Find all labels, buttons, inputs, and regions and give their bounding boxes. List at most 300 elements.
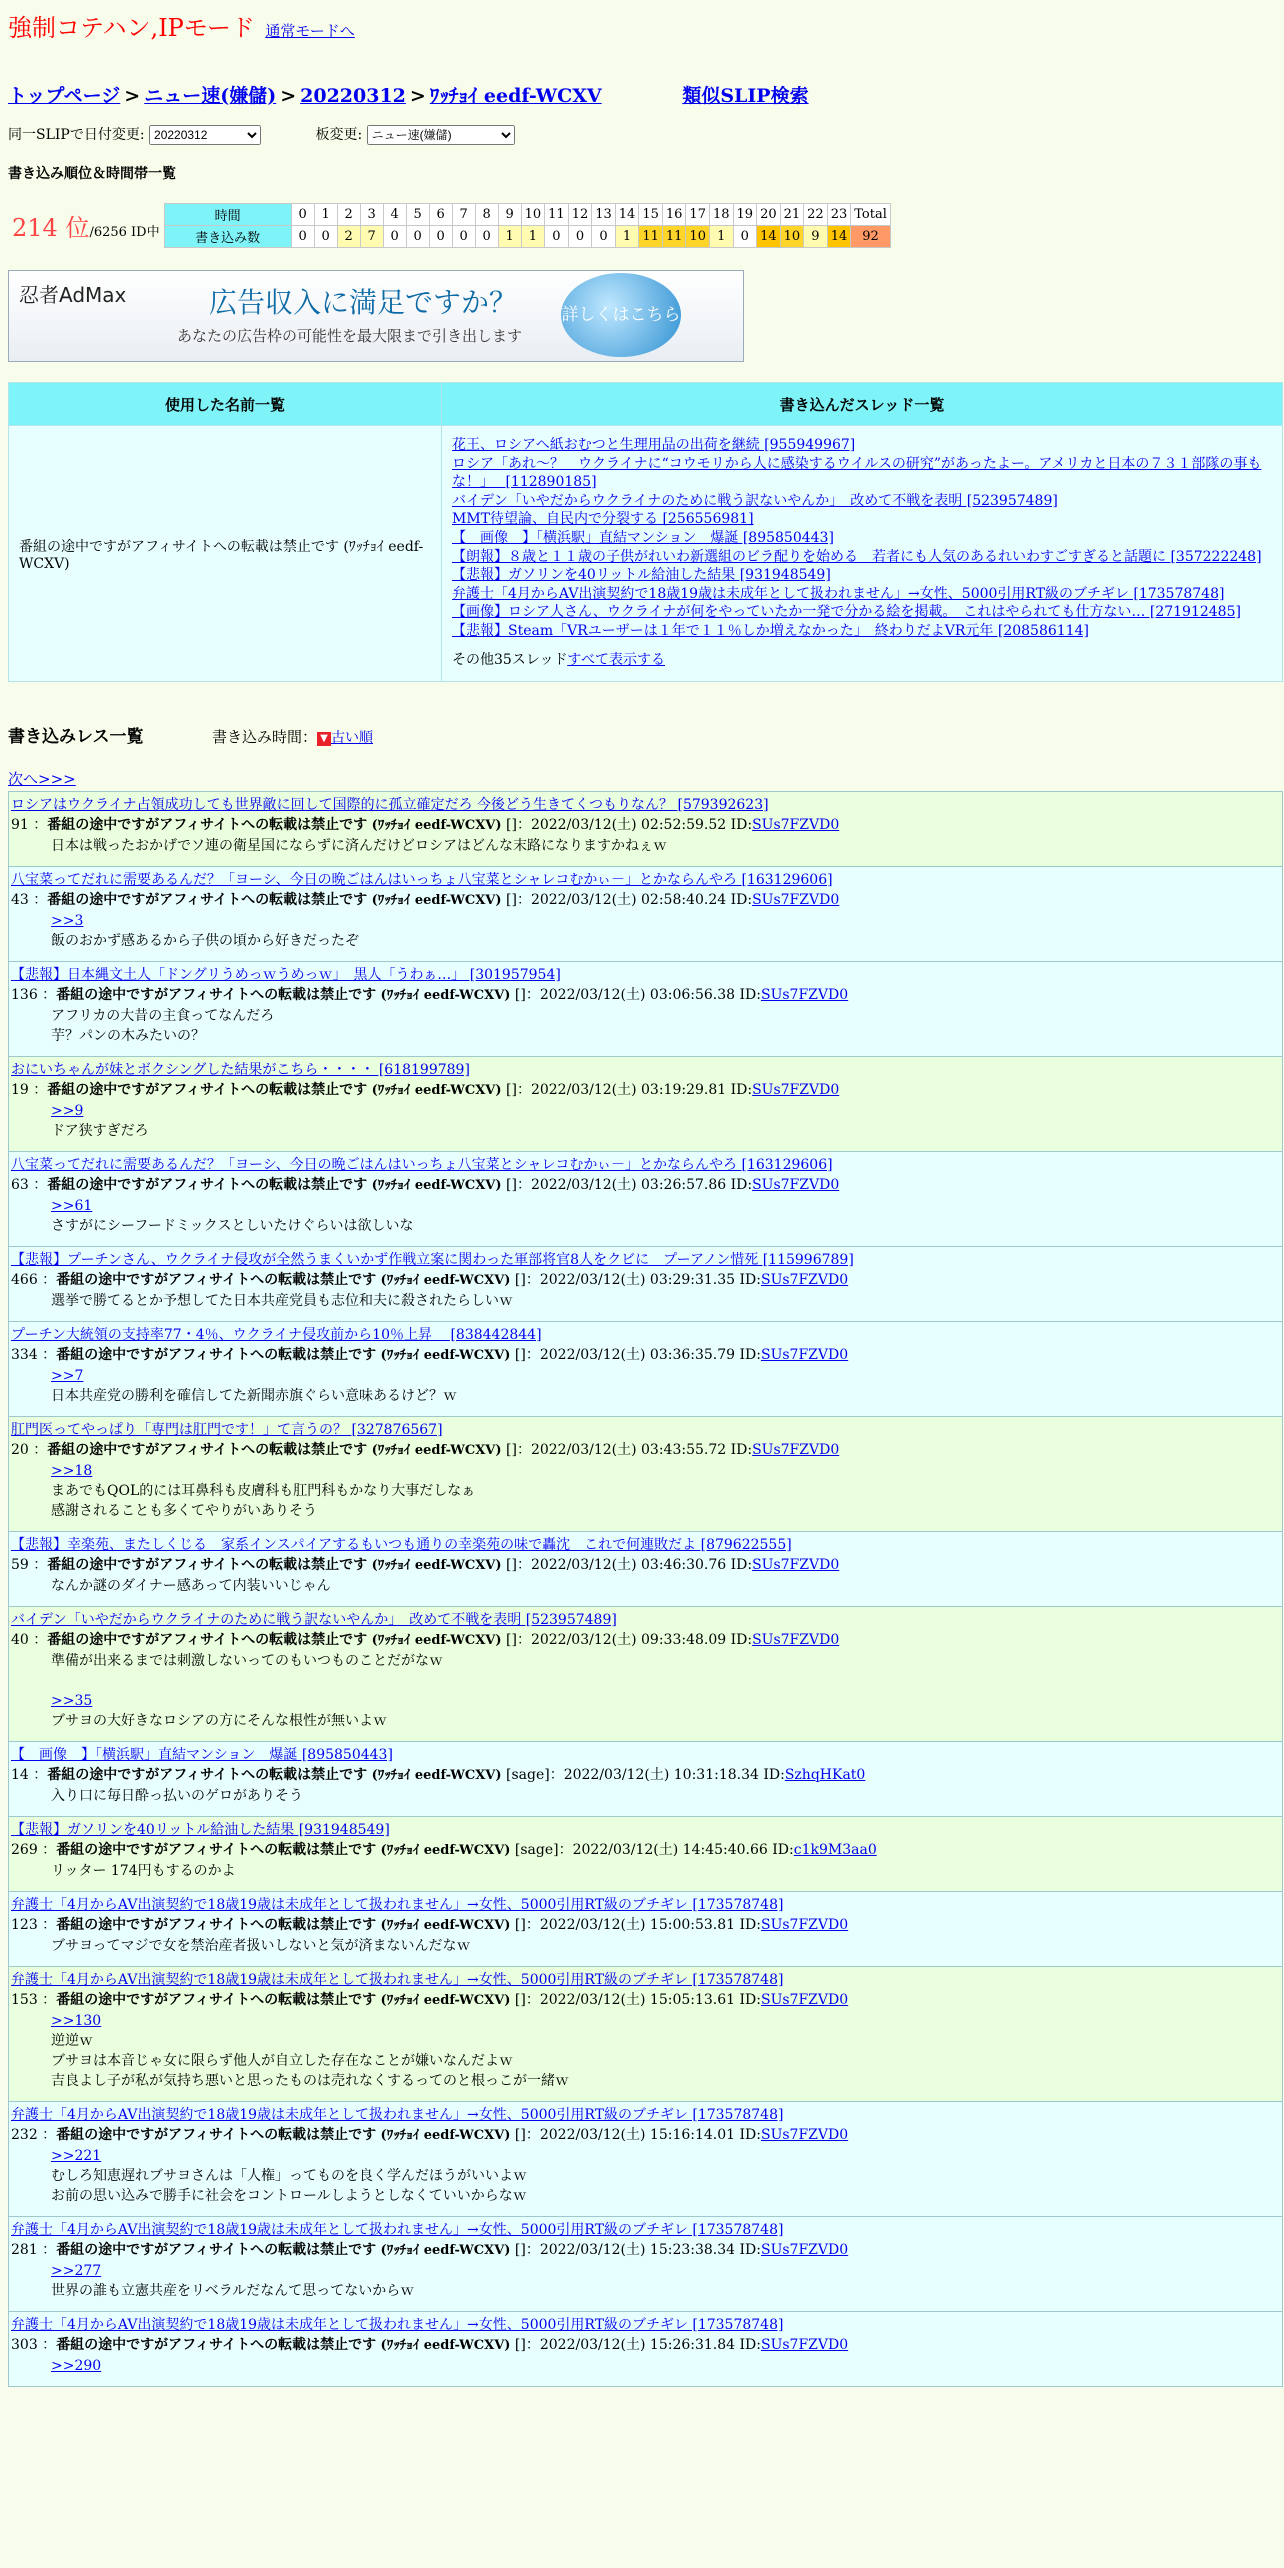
post-name: 番組の途中ですがアフィサイトへの転載は禁止です — [47, 1442, 368, 1459]
post-name: 番組の途中ですがアフィサイトへの転載は禁止です — [56, 2242, 377, 2259]
reply-anchor-link[interactable]: >>221 — [51, 2148, 102, 2165]
hour-cell: 4 — [383, 204, 406, 226]
post-number: 136 — [11, 987, 38, 1004]
post-number: 466 — [11, 1272, 38, 1289]
post-number: 63 — [11, 1177, 29, 1194]
post-name: 番組の途中ですがアフィサイトへの転載は禁止です — [47, 817, 368, 834]
post-text-line: 逆逆ｗ — [51, 2033, 93, 2050]
post-name: 番組の途中ですがアフィサイトへの転載は禁止です — [56, 1272, 377, 1289]
thread-link[interactable]: 弁護士「4月からAV出演契約で18歳19歳は未成年として扱われません」→女性、5000引用RT級のブチギレ [173578748] — [452, 585, 1225, 602]
post-id-link[interactable]: SUs7FZVD0 — [760, 1347, 849, 1364]
next-page-link[interactable]: 次へ>>> — [8, 770, 76, 789]
post-number: 303 — [11, 2337, 38, 2354]
post-id-link[interactable]: SUs7FZVD0 — [760, 1992, 849, 2009]
post-trip: (ﾜｯﾁｮｲ eedf-WCXV) — [380, 1993, 511, 2009]
post-date: 2022/03/12(土) 10:31:18.34 — [563, 1767, 759, 1784]
rank-value: 214 位 — [12, 214, 90, 242]
post-mail: [] — [506, 892, 517, 909]
post-thread-link[interactable]: 【 画像 】「横浜駅」直結マンション 爆誕 [895850443] — [11, 1747, 393, 1764]
post-id-link[interactable]: SUs7FZVD0 — [752, 817, 840, 834]
post-date: 2022/03/12(土) 03:46:30.76 — [530, 1557, 727, 1574]
post-trip: (ﾜｯﾁｮｲ eedf-WCXV) — [371, 1558, 502, 1574]
post-item — [8, 1152, 1283, 1247]
post-thread-link[interactable]: 弁護士「4月からAV出演契約で18歳19歳は未成年として扱われません」→女性、5000引用RT級のブチギレ [173578748] — [11, 2317, 784, 2334]
post-trip: (ﾜｯﾁｮｲ eedf-WCXV) — [371, 1768, 502, 1784]
post-mail: [] — [506, 1632, 517, 1649]
post-thread-link[interactable]: ロシアはウクライナ占領成功しても世界敵に回して国際的に孤立確定だろ 今後どう生きてくつもりなん？ [579392623] — [11, 797, 769, 814]
post-text-line: ブサヨは本音じゃ女に限らず他人が自立した存在なことが嫌いなんだよｗ — [51, 2053, 513, 2070]
post-body — [51, 1576, 1280, 1596]
post-name: 番組の途中ですがアフィサイトへの転載は禁止です — [56, 1842, 377, 1859]
post-trip: (ﾜｯﾁｮｲ eedf-WCXV) — [371, 1443, 502, 1459]
post-body — [51, 1936, 1280, 1956]
post-date: 2022/03/12(土) 03:36:35.79 — [539, 1347, 736, 1364]
post-trip: (ﾜｯﾁｮｲ eedf-WCXV) — [371, 818, 502, 834]
breadcrumb-slip[interactable]: ﾜｯﾁｮｲ eedf-WCXV — [429, 85, 602, 107]
post-trip: (ﾜｯﾁｮｲ eedf-WCXV) — [371, 1633, 502, 1649]
used-name: 番組の途中ですがアフィサイトへの転載は禁止です (ﾜｯﾁｮｲ eedf-WCXV) — [9, 426, 442, 682]
post-header: 466 ：番組の途中ですがアフィサイトへの転載は禁止です (ﾜｯﾁｮｲ eedf-WCXV) []：2022/03/12(土) 03:29:31.35 ID:SUs7FZVD0 — [11, 1272, 849, 1289]
reply-anchor-link[interactable]: >>61 — [51, 1198, 93, 1215]
post-item — [8, 1892, 1283, 1967]
post-header: 43 ：番組の途中ですがアフィサイトへの転載は禁止です (ﾜｯﾁｮｲ eedf-WCXV) []：2022/03/12(土) 02:58:40.24 ID:SUs7FZVD0 — [11, 892, 840, 909]
post-date: 2022/03/12(土) 03:06:56.38 — [539, 987, 736, 1004]
post-thread-link[interactable]: 【悲報】ガソリンを40リットル給油した結果 [931948549] — [11, 1822, 390, 1839]
breadcrumb — [8, 81, 1276, 108]
post-header: 269 ：番組の途中ですがアフィサイトへの転載は禁止です (ﾜｯﾁｮｲ eedf-WCXV) [sage]：2022/03/12(土) 14:45:40.66 ID:c1k9M3aa0 — [11, 1842, 877, 1859]
date-select-label: 同一SLIPで日付変更: — [8, 127, 145, 143]
post-id-link[interactable]: SzhqHKat0 — [784, 1767, 866, 1784]
post-name: 番組の途中ですがアフィサイトへの転載は禁止です — [56, 1917, 377, 1934]
post-id-link[interactable]: SUs7FZVD0 — [760, 1917, 849, 1934]
ad-details-button[interactable]: 詳しくはこちら — [561, 273, 681, 357]
post-text-line: 世界の誰も立憲共産をリベラルだなんて思ってないからｗ — [51, 2283, 415, 2300]
post-item — [8, 1417, 1283, 1532]
post-body — [51, 1651, 1280, 1731]
post-mail: [sage] — [506, 1767, 550, 1784]
date-select[interactable] — [149, 125, 261, 145]
post-item — [8, 2217, 1283, 2312]
post-thread-link[interactable]: 肛門医ってやっぱり「専門は肛門です！」て言うの？ [327876567] — [11, 1422, 443, 1439]
post-id-link[interactable]: SUs7FZVD0 — [760, 987, 849, 1004]
count-cell: 0 — [545, 226, 569, 248]
post-thread-link[interactable]: おにいちゃんが妹とボクシングした結果がこちら・・・・ [618199789] — [11, 1062, 470, 1079]
post-text-line: アフリカの大昔の主食ってなんだろ — [51, 1008, 275, 1025]
post-number: 281 — [11, 2242, 38, 2259]
post-number: 153 — [11, 1992, 38, 2009]
post-mail: [sage] — [514, 1842, 559, 1859]
similar-slip-search-link[interactable]: 類似SLIP検索 — [682, 85, 809, 107]
post-header: 281 ：番組の途中ですがアフィサイトへの転載は禁止です (ﾜｯﾁｮｲ eedf-WCXV) []：2022/03/12(土) 15:23:38.34 ID:SUs7FZVD0 — [11, 2242, 849, 2259]
order-label: 書き込み時間： — [211, 728, 317, 747]
post-name: 番組の途中ですがアフィサイトへの転載は禁止です — [56, 1992, 377, 2009]
post-thread-link[interactable]: 弁護士「4月からAV出演契約で18歳19歳は未成年として扱われません」→女性、5000引用RT級のブチギレ [173578748] — [11, 2222, 784, 2239]
post-thread-link[interactable]: 【悲報】幸楽苑、またしくじる 家系インスパイアするもいつも通りの幸楽苑の味で轟沈 これで何連敗だよ [879622555] — [11, 1537, 792, 1554]
post-header: 232 ：番組の途中ですがアフィサイトへの転載は禁止です (ﾜｯﾁｮｲ eedf-WCXV) []：2022/03/12(土) 15:16:14.01 ID:SUs7FZVD0 — [11, 2127, 849, 2144]
ad-title: 広告収入に満足ですか？ — [209, 286, 518, 319]
post-body — [51, 1461, 1280, 1521]
mode-title: 強制コテハン,IPモード — [8, 14, 255, 42]
selector-row — [8, 124, 1276, 145]
post-id-link[interactable]: SUs7FZVD0 — [760, 2337, 849, 2354]
post-date: 2022/03/12(土) 03:19:29.81 — [530, 1082, 727, 1099]
count-cell: 0 — [406, 226, 429, 248]
post-date: 2022/03/12(土) 14:45:40.66 — [572, 1842, 768, 1859]
reply-anchor-link[interactable]: >>9 — [51, 1103, 84, 1120]
blank-line — [51, 1671, 1280, 1691]
ad-logo: 忍者AdMax — [19, 283, 127, 307]
posts-section-title: 書き込みレス一覧 — [8, 727, 144, 748]
hour-cell: 22 — [804, 204, 828, 226]
post-mail: [] — [506, 1082, 517, 1099]
post-text-line: 芋？パンの木みたいの？ — [51, 1028, 205, 1045]
post-id-link[interactable]: c1k9M3aa0 — [793, 1842, 877, 1859]
col-threads-header: 書き込んだスレッド一覧 — [442, 383, 1283, 426]
post-body — [51, 1291, 1280, 1311]
hour-cell: 20 — [757, 204, 781, 226]
thread-link[interactable]: 花王、ロシアへ紙おむつと生理用品の出荷を継続 [955949967] — [452, 437, 856, 453]
post-name: 番組の途中ですがアフィサイトへの転載は禁止です — [47, 1177, 368, 1194]
hour-cell: 23 — [827, 204, 851, 226]
post-date: 2022/03/12(土) 09:33:48.09 — [530, 1632, 727, 1649]
post-thread-link[interactable]: 弁護士「4月からAV出演契約で18歳19歳は未成年として扱われません」→女性、5000引用RT級のブチギレ [173578748] — [11, 2107, 784, 2124]
ranking-heading: 書き込み順位＆時間帯一覧 — [8, 166, 176, 182]
post-number: 91 — [11, 817, 29, 834]
count-cell: 14 — [827, 226, 851, 248]
count-cell: 11 — [662, 226, 686, 248]
post-body — [51, 1366, 1280, 1406]
post-id-link[interactable]: SUs7FZVD0 — [752, 1082, 840, 1099]
post-header: 334 ：番組の途中ですがアフィサイトへの転載は禁止です (ﾜｯﾁｮｲ eedf-WCXV) []：2022/03/12(土) 03:36:35.79 ID:SUs7FZVD0 — [11, 1347, 849, 1364]
count-cell: 0 — [592, 226, 616, 248]
breadcrumb-top[interactable]: トップページ — [8, 85, 121, 107]
post-body — [51, 2011, 1280, 2091]
thread-link[interactable]: 【朗報】８歳と１１歳の子供がれいわ新選組のビラ配りを始める 若者にも人気のあるれいわすごすぎると話題に [357222248] — [452, 548, 1262, 565]
time-label: 時間 — [164, 204, 291, 226]
post-number: 59 — [11, 1557, 29, 1574]
reply-anchor-link[interactable]: >>277 — [51, 2263, 102, 2280]
board-select[interactable] — [367, 125, 515, 145]
post-trip: (ﾜｯﾁｮｲ eedf-WCXV) — [380, 2243, 511, 2259]
post-thread-link[interactable]: 八宝菜ってだれに需要あるんだ？「ヨーシ、今日の晩ごはんはいっちょ八宝菜とシャレコむかぃ－」とかならんやろ [163129606] — [11, 872, 833, 889]
post-mail: [] — [506, 1442, 517, 1459]
post-header: 59 ：番組の途中ですがアフィサイトへの転載は禁止です (ﾜｯﾁｮｲ eedf-WCXV) []：2022/03/12(土) 03:46:30.76 ID:SUs7FZVD0 — [11, 1557, 840, 1574]
count-cell: 1 — [521, 226, 545, 248]
post-text-line: 選挙で勝てるとか予想してた日本共産党員も志位和夫に殺されたらしいｗ — [51, 1293, 513, 1310]
ad-subtitle: あなたの広告枠の可能性を最大限まで引き出します — [177, 327, 523, 345]
thread-link[interactable]: MMT待望論、自民内で分裂する [256556981] — [452, 511, 754, 528]
board-select-label: 板変更: — [315, 127, 363, 143]
post-text-line: ドア狭すぎだろ — [51, 1123, 149, 1140]
post-mail: [] — [514, 987, 526, 1004]
post-mail: [] — [506, 1557, 517, 1574]
post-name: 番組の途中ですがアフィサイトへの転載は禁止です — [47, 1082, 368, 1099]
post-mail: [] — [514, 2127, 526, 2144]
post-trip: (ﾜｯﾁｮｲ eedf-WCXV) — [380, 1843, 511, 1859]
reply-anchor-link[interactable]: >>290 — [51, 2358, 102, 2375]
post-number: 40 — [11, 1632, 29, 1649]
hour-cell: 13 — [592, 204, 616, 226]
post-id-link[interactable]: SUs7FZVD0 — [752, 1177, 840, 1194]
post-number: 232 — [11, 2127, 38, 2144]
count-cell: 11 — [639, 226, 663, 248]
post-item — [8, 1742, 1283, 1817]
post-body — [51, 1006, 1280, 1046]
post-trip: (ﾜｯﾁｮｲ eedf-WCXV) — [380, 1273, 511, 1289]
post-date: 2022/03/12(土) 15:23:38.34 — [539, 2242, 736, 2259]
post-id-link[interactable]: SUs7FZVD0 — [752, 892, 840, 909]
post-id-link[interactable]: SUs7FZVD0 — [760, 2127, 849, 2144]
post-name: 番組の途中ですがアフィサイトへの転載は禁止です — [56, 2337, 377, 2354]
post-text-line: ブサヨの大好きなロシアの方にそんな根性が無いよｗ — [51, 1713, 387, 1730]
post-text-line: 吉良よし子が私が気持ち悪いと思ったものは売れなくするってのと根っこが一緒ｗ — [51, 2073, 569, 2090]
post-body — [51, 2356, 1280, 2376]
post-mail: [] — [514, 1917, 526, 1934]
post-header: 14 ：番組の途中ですがアフィサイトへの転載は禁止です (ﾜｯﾁｮｲ eedf-WCXV) [sage]：2022/03/12(土) 10:31:18.34 ID:SzhqHKat0 — [11, 1767, 866, 1784]
thread-more-row — [452, 651, 1272, 670]
post-text-line: さすがにシーフードミックスとしいたけぐらいは欲しいな — [51, 1218, 414, 1235]
breadcrumb-date[interactable]: 20220312 — [300, 85, 406, 107]
count-cell: 1 — [498, 226, 521, 248]
count-cell: 0 — [429, 226, 452, 248]
count-cell: 0 — [291, 226, 314, 248]
hour-cell: 21 — [780, 204, 804, 226]
post-id-link[interactable]: SUs7FZVD0 — [760, 1272, 849, 1289]
post-header: 40 ：番組の途中ですがアフィサイトへの転載は禁止です (ﾜｯﾁｮｲ eedf-WCXV) []：2022/03/12(土) 09:33:48.09 ID:SUs7FZVD0 — [11, 1632, 840, 1649]
post-id-link[interactable]: SUs7FZVD0 — [752, 1557, 840, 1574]
post-date: 2022/03/12(土) 15:26:31.84 — [539, 2337, 736, 2354]
post-mail: [] — [514, 1272, 526, 1289]
normal-mode-link[interactable]: 通常モードへ — [265, 22, 355, 40]
hour-cell: 10 — [521, 204, 545, 226]
post-body — [51, 1196, 1280, 1236]
post-text-line: ブサヨってマジで女を禁治産者扱いしないと気が済まないんだなｗ — [51, 1938, 471, 1955]
thread-link[interactable]: ロシア「あれ～？ ウクライナに“コウモリから人に感染するウイルスの研究”があったよー。アメリカと日本の７３１部隊の事もな！」 [112890185] — [452, 455, 1262, 491]
post-mail: [] — [506, 817, 517, 834]
reply-anchor-link[interactable]: >>3 — [51, 913, 84, 930]
hour-cell: 7 — [452, 204, 475, 226]
count-cell: 9 — [804, 226, 828, 248]
post-number: 14 — [11, 1767, 29, 1784]
post-thread-link[interactable]: 【悲報】プーチンさん、ウクライナ侵攻が全然うまくいかず作戦立案に関わった軍部将官8人をクビに プーアノン惜死 [115996789] — [11, 1252, 854, 1269]
post-body — [51, 2261, 1280, 2301]
col-names-header: 使用した名前一覧 — [9, 383, 442, 426]
post-header: 123 ：番組の途中ですがアフィサイトへの転載は禁止です (ﾜｯﾁｮｲ eedf-WCXV) []：2022/03/12(土) 15:00:53.81 ID:SUs7FZVD0 — [11, 1917, 849, 1934]
post-text-line: リッター 174円もするのかよ — [51, 1863, 236, 1880]
post-text-line: 飯のおかず感あるから子供の頃から好きだったぞ — [51, 933, 359, 950]
post-number: 43 — [11, 892, 29, 909]
count-cell: 14 — [757, 226, 781, 248]
hourly-ranking-table — [8, 203, 891, 248]
post-date: 2022/03/12(土) 03:26:57.86 — [530, 1177, 727, 1194]
thread-link[interactable]: 【画像】ロシア人さん、ウクライナが何をやっていたか一発で分かる絵を掲載。 これはやられても仕方ない… [271912485] — [452, 604, 1241, 621]
posts-list — [8, 791, 1283, 2387]
post-trip: (ﾜｯﾁｮｲ eedf-WCXV) — [380, 2338, 511, 2354]
breadcrumb-board[interactable]: ニュー速(嫌儲) — [144, 85, 277, 107]
post-body — [51, 1786, 1280, 1806]
count-cell: 0 — [314, 226, 337, 248]
post-header: 153 ：番組の途中ですがアフィサイトへの転載は禁止です (ﾜｯﾁｮｲ eedf-WCXV) []：2022/03/12(土) 15:05:13.61 ID:SUs7FZVD0 — [11, 1992, 849, 2009]
post-item — [8, 1967, 1283, 2102]
post-name: 番組の途中ですがアフィサイトへの転載は禁止です — [56, 1347, 377, 1364]
count-cell: 0 — [568, 226, 592, 248]
post-item — [8, 962, 1283, 1057]
hour-cell-total: Total — [851, 204, 891, 226]
post-name: 番組の途中ですがアフィサイトへの転載は禁止です — [47, 1767, 368, 1784]
post-body — [51, 1861, 1280, 1881]
thread-link[interactable]: バイデン「いやだからウクライナのために戦う訳ないやんか」 改めて不戦を表明 [523957489] — [452, 492, 1058, 509]
hour-cell: 14 — [615, 204, 639, 226]
reply-anchor-link[interactable]: >>18 — [51, 1463, 93, 1480]
post-body — [51, 836, 1280, 856]
post-number: 269 — [11, 1842, 38, 1859]
post-item — [8, 1607, 1283, 1742]
show-all-threads-link[interactable]: すべて表示する — [567, 651, 665, 668]
post-id-link[interactable]: SUs7FZVD0 — [752, 1442, 840, 1459]
count-cell: 2 — [337, 226, 360, 248]
reply-anchor-link[interactable]: >>130 — [51, 2013, 102, 2030]
post-text-line: 準備が出来るまでは刺激しないってのもいつものことだがなｗ — [51, 1653, 443, 1670]
thread-link[interactable]: 【悲報】Steam「VRユーザーは１年で１１％しか増えなかった」 終わりだよVR元年 [208586114] — [452, 622, 1089, 639]
count-cell: 0 — [452, 226, 475, 248]
hour-cell: 3 — [360, 204, 383, 226]
rank-total: /6256 ID中 — [89, 225, 160, 240]
thread-list — [442, 426, 1283, 682]
post-date: 2022/03/12(土) 02:58:40.24 — [530, 892, 727, 909]
hour-cell: 9 — [498, 204, 521, 226]
post-header: 20 ：番組の途中ですがアフィサイトへの転載は禁止です (ﾜｯﾁｮｲ eedf-WCXV) []：2022/03/12(土) 03:43:55.72 ID:SUs7FZVD0 — [11, 1442, 840, 1459]
post-thread-link[interactable]: 八宝菜ってだれに需要あるんだ？「ヨーシ、今日の晩ごはんはいっちょ八宝菜とシャレコむかぃ－」とかならんやろ [163129606] — [11, 1157, 833, 1174]
post-mail: [] — [514, 2242, 526, 2259]
hour-cell: 6 — [429, 204, 452, 226]
post-date: 2022/03/12(土) 15:05:13.61 — [539, 1992, 736, 2009]
reply-anchor-link[interactable]: >>7 — [51, 1368, 84, 1385]
hour-cell: 1 — [314, 204, 337, 226]
post-body — [51, 2146, 1280, 2206]
post-name: 番組の途中ですがアフィサイトへの転載は禁止です — [47, 892, 368, 909]
order-oldest-link[interactable]: 古い順 — [330, 730, 373, 747]
post-trip: (ﾜｯﾁｮｲ eedf-WCXV) — [371, 1178, 502, 1194]
post-trip: (ﾜｯﾁｮｲ eedf-WCXV) — [380, 1918, 511, 1934]
post-number: 20 — [11, 1442, 29, 1459]
posts-section-header — [8, 722, 1276, 746]
thread-link[interactable]: 【 画像 】「横浜駅」直結マンション 爆誕 [895850443] — [452, 529, 834, 546]
post-mail: [] — [514, 1347, 526, 1364]
post-trip: (ﾜｯﾁｮｲ eedf-WCXV) — [371, 893, 502, 909]
post-date: 2022/03/12(土) 02:52:59.52 — [530, 817, 727, 834]
hour-cell: 12 — [568, 204, 592, 226]
post-trip: (ﾜｯﾁｮｲ eedf-WCXV) — [371, 1083, 502, 1099]
post-text-line: 感謝されることも多くてやりがいありそう — [51, 1503, 317, 1520]
post-item — [8, 1247, 1283, 1322]
breadcrumb-sep: > — [124, 85, 141, 107]
post-name: 番組の途中ですがアフィサイトへの転載は禁止です — [47, 1557, 368, 1574]
post-text-line: まあでもQOL的には耳鼻科も皮膚科も肛門科もかなり大事だしなぁ — [51, 1483, 476, 1500]
count-cell: 0 — [475, 226, 498, 248]
post-name: 番組の途中ですがアフィサイトへの転載は禁止です — [56, 987, 377, 1004]
post-date: 2022/03/12(土) 03:29:31.35 — [539, 1272, 736, 1289]
reply-anchor-link[interactable]: >>35 — [51, 1693, 93, 1710]
post-body — [51, 1101, 1280, 1141]
post-text-line: 日本共産党の勝利を確信してた新聞赤旗ぐらい意味あるけど？ｗ — [51, 1388, 457, 1405]
hour-cell: 16 — [662, 204, 686, 226]
count-cell: 10 — [780, 226, 804, 248]
count-cell-total: 92 — [851, 226, 891, 248]
breadcrumb-sep: > — [280, 85, 297, 107]
post-trip: (ﾜｯﾁｮｲ eedf-WCXV) — [380, 2128, 511, 2144]
post-thread-link[interactable]: 弁護士「4月からAV出演契約で18歳19歳は未成年として扱われません」→女性、5000引用RT級のブチギレ [173578748] — [11, 1972, 784, 1989]
post-date: 2022/03/12(土) 03:43:55.72 — [530, 1442, 727, 1459]
post-item — [8, 867, 1283, 962]
post-text-line: むしろ知恵遅れブサヨさんは「人権」ってものを良く学んだほうがいいよｗ — [51, 2168, 527, 2185]
count-label: 書き込み数 — [164, 226, 291, 248]
hour-cell: 17 — [686, 204, 710, 226]
post-text-line: 日本は戦ったおかげでソ連の衛星国にならずに済んだけどロシアはどんな末路になりますかねぇｗ — [51, 838, 667, 855]
post-id-link[interactable]: SUs7FZVD0 — [752, 1632, 840, 1649]
thread-more-text: その他35スレッド — [452, 651, 568, 668]
post-name: 番組の途中ですがアフィサイトへの転載は禁止です — [47, 1632, 368, 1649]
post-item — [8, 791, 1283, 867]
hour-cell: 0 — [291, 204, 314, 226]
count-cell: 0 — [383, 226, 406, 248]
post-date: 2022/03/12(土) 15:00:53.81 — [539, 1917, 736, 1934]
post-text-line: なんか謎のダイナー感あって内装いいじゃん — [51, 1578, 331, 1595]
names-threads-table — [8, 382, 1283, 682]
post-item — [8, 1817, 1283, 1892]
post-body — [51, 911, 1280, 951]
count-cell: 10 — [686, 226, 710, 248]
post-text-line: お前の思い込みで勝手に社会をコントロールしようとしなくていいからなｗ — [51, 2188, 527, 2205]
post-trip: (ﾜｯﾁｮｲ eedf-WCXV) — [380, 1348, 511, 1364]
sort-icon: ▼ — [317, 732, 331, 746]
post-item — [8, 1057, 1283, 1152]
count-cell: 1 — [615, 226, 639, 248]
hour-cell: 8 — [475, 204, 498, 226]
post-number: 123 — [11, 1917, 38, 1934]
post-thread-link[interactable]: 弁護士「4月からAV出演契約で18歳19歳は未成年として扱われません」→女性、5000引用RT級のブチギレ [173578748] — [11, 1897, 784, 1914]
post-header: 19 ：番組の途中ですがアフィサイトへの転載は禁止です (ﾜｯﾁｮｲ eedf-WCXV) []：2022/03/12(土) 03:19:29.81 ID:SUs7FZVD0 — [11, 1082, 840, 1099]
post-item — [8, 2312, 1283, 2387]
post-header: 303 ：番組の途中ですがアフィサイトへの転載は禁止です (ﾜｯﾁｮｲ eedf-WCXV) []：2022/03/12(土) 15:26:31.84 ID:SUs7FZVD0 — [11, 2337, 849, 2354]
post-text-line: 入り口に毎日酔っ払いのゲロがありそう — [51, 1788, 303, 1805]
hour-cell: 11 — [545, 204, 569, 226]
post-mail: [] — [514, 2337, 526, 2354]
post-trip: (ﾜｯﾁｮｲ eedf-WCXV) — [380, 988, 511, 1004]
count-cell: 0 — [733, 226, 757, 248]
count-cell: 7 — [360, 226, 383, 248]
post-thread-link[interactable]: バイデン「いやだからウクライナのために戦う訳ないやんか」 改めて不戦を表明 [523957489] — [11, 1612, 617, 1629]
post-header: 136 ：番組の途中ですがアフィサイトへの転載は禁止です (ﾜｯﾁｮｲ eedf-WCXV) []：2022/03/12(土) 03:06:56.38 ID:SUs7FZVD0 — [11, 987, 849, 1004]
post-item — [8, 2102, 1283, 2217]
post-thread-link[interactable]: 【悲報】日本縄文土人「ドングリうめっｗうめっｗ」 黒人「うわぁ…」 [301957954] — [11, 967, 561, 984]
post-number: 334 — [11, 1347, 38, 1364]
post-item — [8, 1322, 1283, 1417]
post-name: 番組の途中ですがアフィサイトへの転載は禁止です — [56, 2127, 377, 2144]
hour-cell: 18 — [709, 204, 733, 226]
hour-cell: 15 — [639, 204, 663, 226]
post-number: 19 — [11, 1082, 29, 1099]
post-header: 91 ：番組の途中ですがアフィサイトへの転載は禁止です (ﾜｯﾁｮｲ eedf-WCXV) []：2022/03/12(土) 02:52:59.52 ID:SUs7FZVD0 — [11, 817, 840, 834]
post-thread-link[interactable]: プーチン大統領の支持率77・4％、ウクライナ侵攻前から10％上昇 [838442844] — [11, 1327, 542, 1344]
post-mail: [] — [506, 1177, 517, 1194]
rank-cell — [8, 204, 164, 248]
ad-banner[interactable] — [8, 270, 744, 362]
thread-link[interactable]: 【悲報】ガソリンを40リットル給油した結果 [931948549] — [452, 567, 831, 584]
hour-cell: 19 — [733, 204, 757, 226]
post-item — [8, 1532, 1283, 1607]
post-date: 2022/03/12(土) 15:16:14.01 — [539, 2127, 736, 2144]
post-id-link[interactable]: SUs7FZVD0 — [760, 2242, 849, 2259]
